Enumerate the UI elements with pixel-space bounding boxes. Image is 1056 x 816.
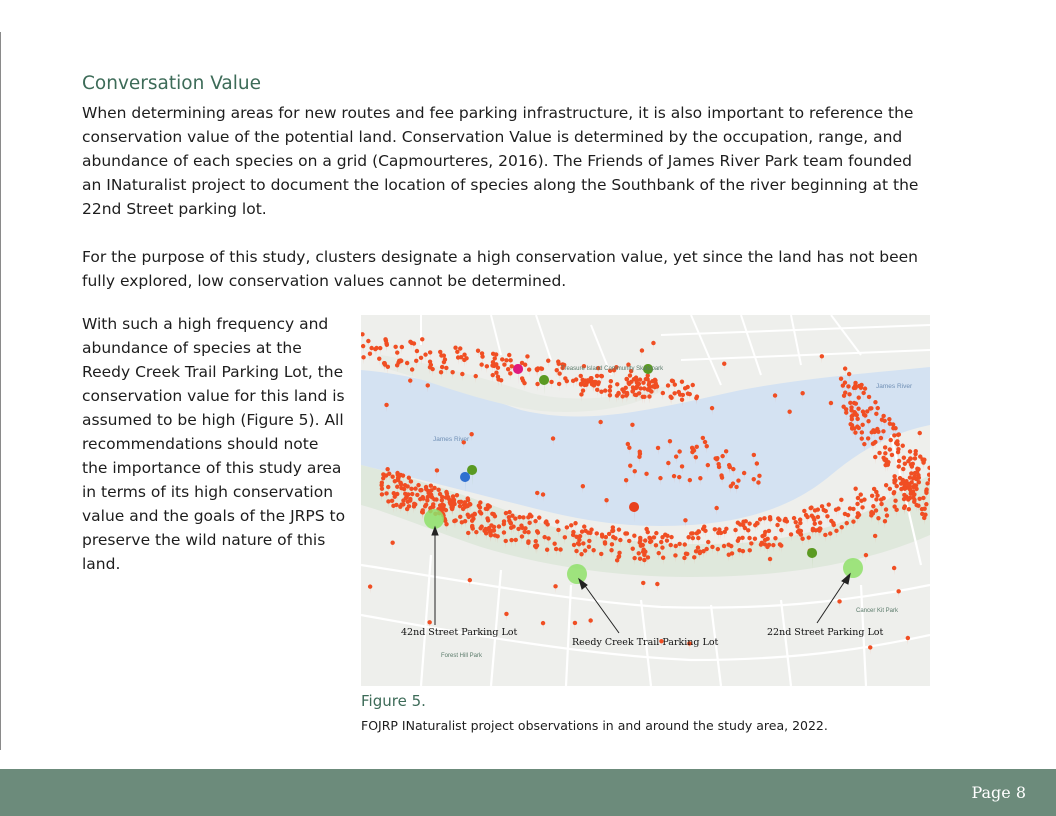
label-22nd-street-lot: 22nd Street Parking Lot: [767, 627, 884, 638]
label-river-west: James River: [433, 436, 470, 443]
label-42nd-street-lot: 42nd Street Parking Lot: [401, 627, 518, 638]
cluster-22nd: [843, 558, 863, 578]
label-reedy-creek-lot: Reedy Creek Trail Parking Lot: [572, 637, 719, 648]
label-cancer-park: Cancer Kit Park: [856, 608, 899, 614]
paragraph-conservation-definition: When determining areas for new routes and fee parking infrastructure, it is also important to reference the conservation value of the potential land. Conservation Value is determined by the occupation, range, and abundance of each species on a grid (Capmourteres, 2016). The Friends of James River Park team founded an INaturalist project to document the location of species along the Southbank of the river beginning at the 22nd Street parking lot.: [82, 104, 919, 218]
page-footer: [0, 769, 1056, 816]
paragraph-reedy-creek: With such a high frequency and abundance of species at the Reedy Creek Trail Parking Lot, the conservation value for this land is assumed to be high (Figure 5). All recommendations should note the importance of this study area in terms of its high conservation value and the goals of the JRPS to preserve the wild nature of this land.: [82, 315, 346, 573]
label-treasure-island: Treasure Island Community Skatepark: [561, 366, 664, 372]
cluster-reedy: [567, 564, 587, 584]
label-forest-hill: Forest Hill Park: [441, 653, 483, 659]
paragraph-clusters: For the purpose of this study, clusters designate a high conservation value, yet since the land has not been fully explored, low conservation values cannot be determined.: [82, 248, 918, 290]
figure-caption: FOJRP INaturalist project observations in and around the study area, 2022.: [361, 718, 828, 733]
section-heading: Conversation Value: [82, 73, 261, 94]
observation-map: [361, 315, 930, 686]
figure-title: Figure 5.: [361, 692, 426, 710]
cluster-42nd: [424, 509, 444, 529]
label-river-east: James River: [876, 383, 913, 390]
page-number: Page 8: [971, 783, 1026, 802]
left-margin-rule: [0, 32, 1, 750]
map-svg: [361, 315, 930, 686]
